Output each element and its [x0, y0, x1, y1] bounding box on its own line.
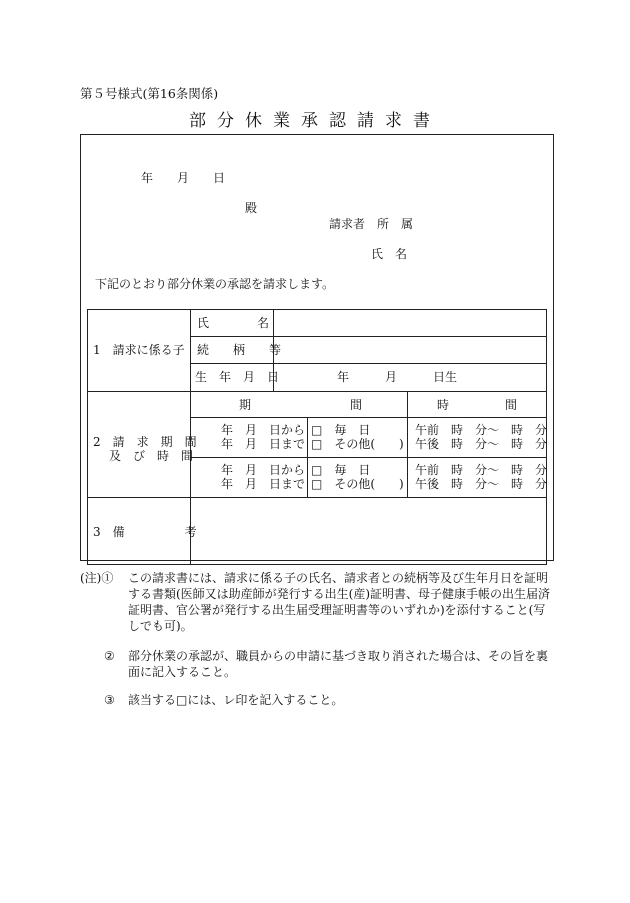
period-section-label-line2: 及 び 時 間 [109, 449, 194, 463]
form-title: 部分休業承認請求書 [189, 111, 441, 131]
note-1: この請求書には、請求に係る子の氏名、請求者との続柄等及び生年月日を証明する書類(医師又は助産師が発行する出生(産)証明書、母子健康手帳の出生届済証明書、官公署が発行する出生届受理証明書等のいずれか)を添付すること(写しでも可)。 [128, 571, 551, 633]
child-relation-label: 続 柄 等 [197, 343, 282, 357]
remarks-label: 3 備 考 [93, 525, 197, 539]
child-section-label: 1 請求に係る子 [93, 343, 185, 357]
period-row-2-to: 年 月 日まで [221, 477, 306, 491]
time-head-left: 時 [437, 398, 450, 412]
period-section-label-line1: 2 請 求 期 間 [93, 435, 197, 449]
period-head-right: 間 [350, 398, 363, 412]
period-row-2-from: 年 月 日から [221, 463, 306, 477]
notes-prefix: (注)① [80, 571, 114, 585]
note-3-mark: ③ [104, 693, 115, 707]
addressee: 殿 [245, 201, 258, 215]
note-2: 部分休業の承認が、職員からの申請に基づき取り消された場合は、その旨を裏面に記入すること。 [128, 649, 549, 679]
child-birth-label: 生 年 月 日 [195, 370, 280, 384]
note-2-mark: ② [104, 649, 115, 663]
period-row-2-am-time: 午前 時 分〜 時 分 [415, 463, 548, 477]
request-table [87, 309, 547, 565]
note-3: 該当する□には、レ印を記入すること。 [128, 693, 344, 707]
child-name-label: 氏 名 [197, 316, 270, 330]
remarks-field[interactable] [191, 498, 546, 564]
period-row-1-daily-checkbox[interactable]: □ 毎 日 [311, 423, 371, 437]
requester-affiliation-label: 請求者 所 属 [329, 217, 414, 231]
requester-name-label: 氏 名 [371, 247, 408, 261]
form-number: 第５号様式(第16条関係) [80, 86, 219, 101]
child-birth-value: 年 月 日生 [337, 370, 458, 384]
period-row-2-other-checkbox[interactable]: □ その他( ) [311, 477, 404, 491]
intro-text: 下記のとおり部分休業の承認を請求します。 [95, 277, 335, 291]
period-row-1-from: 年 月 日から [221, 423, 306, 437]
period-row-2-daily-checkbox[interactable]: □ 毎 日 [311, 463, 371, 477]
period-row-1-to: 年 月 日まで [221, 437, 306, 451]
period-head-left: 期 [239, 398, 252, 412]
period-row-1-other-checkbox[interactable]: □ その他( ) [311, 437, 404, 451]
form-frame [80, 134, 554, 561]
period-row-2-pm-time: 午後 時 分〜 時 分 [415, 477, 548, 491]
period-row-1-am-time: 午前 時 分〜 時 分 [415, 423, 548, 437]
period-row-1-pm-time: 午後 時 分〜 時 分 [415, 437, 548, 451]
time-head-right: 間 [505, 398, 518, 412]
date-line: 年 月 日 [141, 171, 226, 185]
